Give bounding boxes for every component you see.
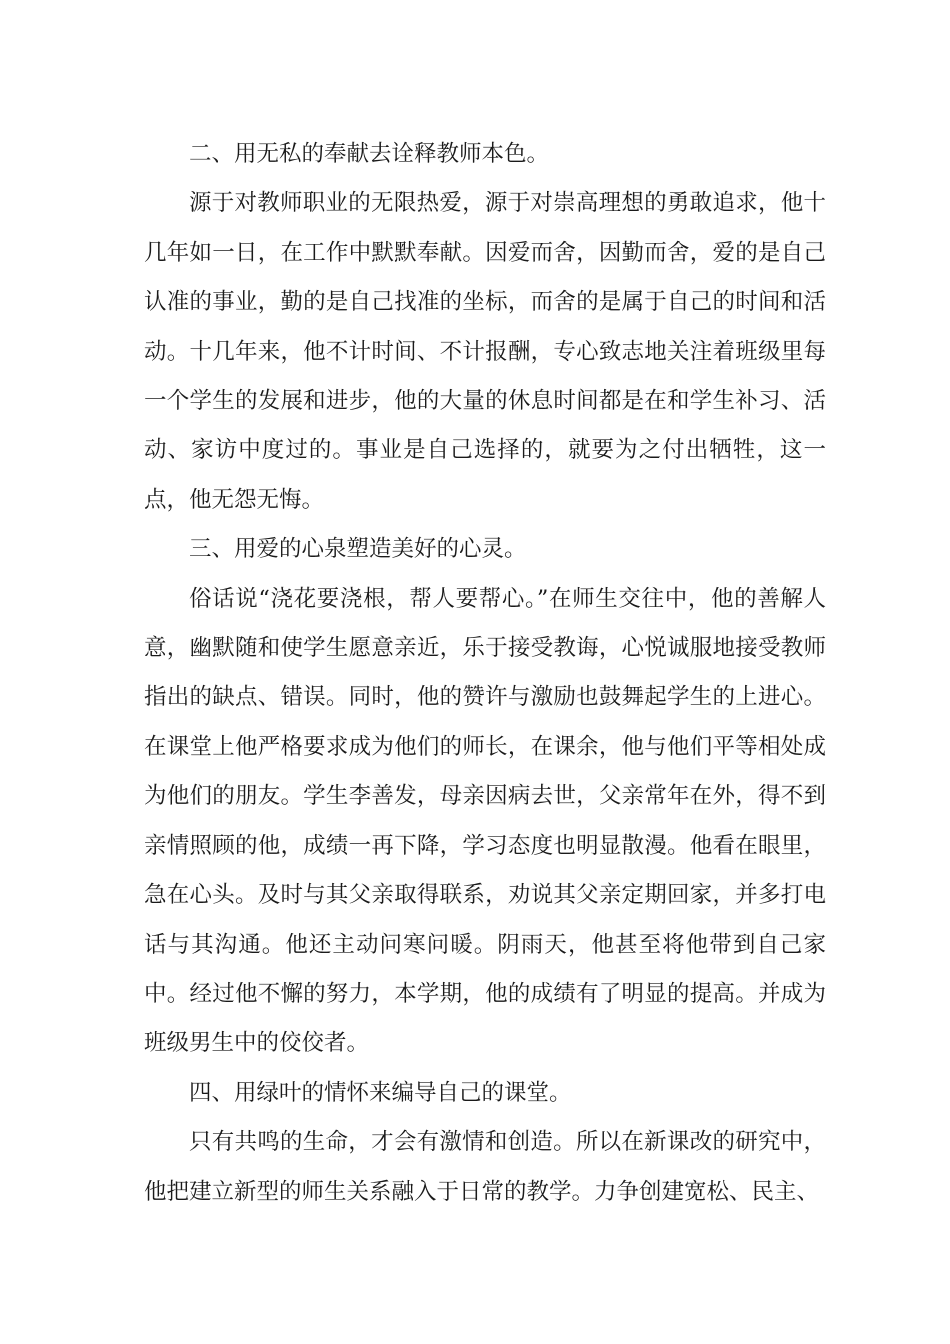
section-heading-4: 四、用绿叶的情怀来编导自己的课堂。 — [189, 1079, 572, 1106]
section-heading-3: 三、用爱的心泉塑造美好的心灵。 — [189, 536, 527, 563]
body-paragraph: 只有共鸣的生命，才会有激情和创造。所以在新课改的研究中，他把建立新型的师生关系融入于日常的教学。力争创建宽松、民主、 — [144, 1129, 826, 1205]
section-heading-2: 二、用无私的奉献去诠释教师本色。 — [189, 141, 550, 167]
body-paragraph: 俗话说“浇花要浇根，帮人要帮心。”在师生交往中，他的善解人意，幽默随和使学生愿意亲近，乐于接受教诲，心悦诚服地接受教师指出的缺点、错误。同时，他的赞许与激励也鼓舞起学生的上进心。在课堂上他严格要求成为他们的师长，在课余，他与他们平等相处成为他们的朋友。学生李善发，母亲因病去世，父亲常年在外，得不到亲情照顾的他，成绩一再下降，学习态度也明显散漫。他看在眼里，急在心头。及时与其父亲取得联系，劝说其父亲定期回家，并多打电话与其沟通。他还主动问寒问暖。阴雨天，他甚至将他带到自己家中。经过他不懈的努力，本学期，他的成绩有了明显的提高。并成为班级男生中的佼佼者。 — [144, 585, 826, 1057]
document-body — [144, 130, 826, 1217]
body-paragraph: 源于对教师职业的无限热爱，源于对崇高理想的勇敢追求，他十几年如一日，在工作中默默奉献。因爱而舍，因勤而舍，爱的是自己认准的事业，勤的是自己找准的坐标，而舍的是属于自己的时间和活动。十几年来，他不计时间、不计报酬，专心致志地关注着班级里每一个学生的发展和进步，他的大量的休息时间都是在和学生补习、活动、家访中度过的。事业是自己选择的，就要为之付出牺牲，这一点，他无怨无悔。 — [144, 190, 826, 513]
